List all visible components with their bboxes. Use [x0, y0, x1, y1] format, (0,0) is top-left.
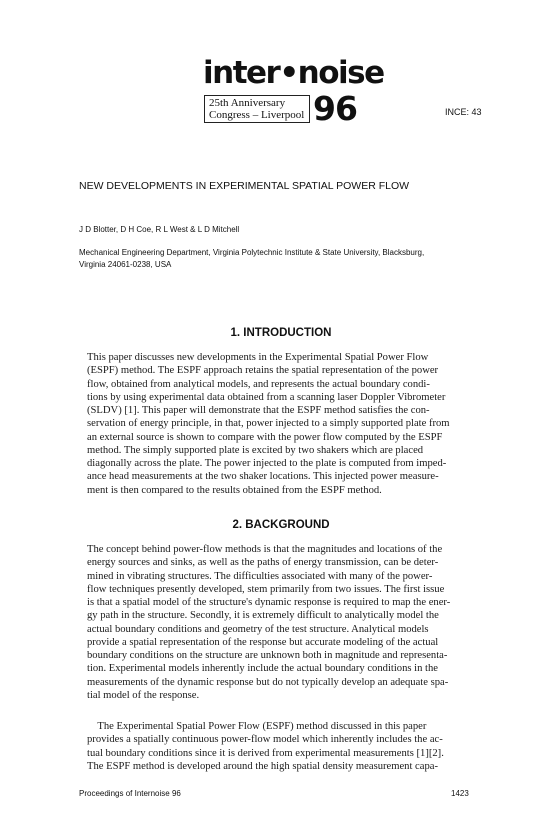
text-line: flow, obtained from analytical models, and represents the actual boundary condi- [87, 378, 430, 390]
footer-proceedings: Proceedings of Internoise 96 [79, 789, 181, 798]
text-line: boundary conditions on the structure are unknown both in magnitude and representa- [87, 650, 448, 661]
conference-logo [203, 55, 384, 128]
text-line: provide a spatial representation of the response but accurate modeling of the actual [87, 636, 439, 648]
text-line: actual boundary conditions and geometry of the test structure. Analytical models [87, 623, 429, 635]
text-line: The concept behind power-flow methods is that the magnitudes and locations of the [87, 544, 443, 555]
text-line: ance head measurements at the two shaker locations. This injected power measure- [87, 471, 439, 483]
text-line: The Experimental Spatial Power Flow (ESPF) method discussed in this paper [87, 721, 427, 732]
body-paragraph [87, 543, 484, 702]
text-line: This paper discusses new developments in the Experimental Spatial Power Flow [87, 352, 429, 363]
text-line: mined in vibrating structures. The difficulties associated with many of the power- [87, 570, 433, 582]
text-line: The ESPF method is developed around the high spatial density measurement capa- [87, 760, 438, 772]
text-line: gy path in the structure. Secondly, it is extremely difficult to analytically model the [87, 610, 439, 622]
logo-anniversary-box [204, 95, 310, 123]
text-line: flow techniques presently developed, stem primarily from two issues. The first issue [87, 583, 445, 595]
text-line: energy sources and sinks, as well as the paths of energy transmission, can be deter- [87, 557, 439, 569]
affiliation-line: Virginia 24061-0238, USA [79, 260, 172, 269]
text-line: is that a spatial model of the structure's dynamic response is required to map the ener- [87, 597, 451, 608]
text-line: tion. Experimental models inherently include the actual boundary conditions in the [87, 663, 438, 675]
logo-wordmark: inter•noise [203, 55, 384, 91]
text-line: tual boundary conditions since it is derived from experimental measurements [1][2]. [87, 747, 444, 759]
text-line: measurements of the dynamic response but do not typically develop an adequate spa- [87, 676, 449, 688]
text-line: an external source is shown to compare with the power flow computed by the ESPF [87, 431, 443, 443]
paper-title: NEW DEVELOPMENTS IN EXPERIMENTAL SPATIAL POWER FLOW [79, 180, 410, 192]
section-heading-background: 2. BACKGROUND [232, 519, 330, 531]
paper-code: INCE: 43 [445, 107, 482, 117]
text-line: (SLDV) [1]. This paper will demonstrate that the ESPF method satisfies the con- [87, 405, 430, 416]
body-paragraph [87, 351, 484, 497]
section-heading-introduction: 1. INTRODUCTION [230, 327, 332, 339]
logo-year: 96 [313, 89, 357, 128]
logo-box-line1: 25th Anniversary [209, 97, 286, 109]
text-line: diagonally across the plate. The power injected to the plate is computed from imped- [87, 458, 447, 469]
text-line: ment is then compared to the results obtained from the ESPF method. [87, 484, 382, 496]
logo-box-line2: Congress – Liverpool [209, 109, 305, 121]
body-paragraph [87, 720, 484, 773]
author-affiliation [79, 247, 499, 271]
paper-authors: J D Blotter, D H Coe, R L West & L D Mitchell [79, 225, 240, 234]
text-line: tial model of the response. [87, 689, 200, 701]
affiliation-line: Mechanical Engineering Department, Virginia Polytechnic Institute & State University, Blacksburg, [79, 248, 425, 257]
text-line: tions by using experimental data obtained from a scanning laser Doppler Vibrometer [87, 391, 446, 403]
text-line: method. The simply supported plate is excited by two shakers which are placed [87, 444, 424, 456]
text-line: provides a spatially continuous power-flow model which inherently includes the ac- [87, 734, 443, 746]
text-line: servation of energy principle, in that, power injected to a simply supported plate from [87, 418, 450, 430]
text-line: (ESPF) method. The ESPF approach retains the spatial representation of the power [87, 365, 439, 377]
page-number: 1423 [451, 789, 469, 798]
